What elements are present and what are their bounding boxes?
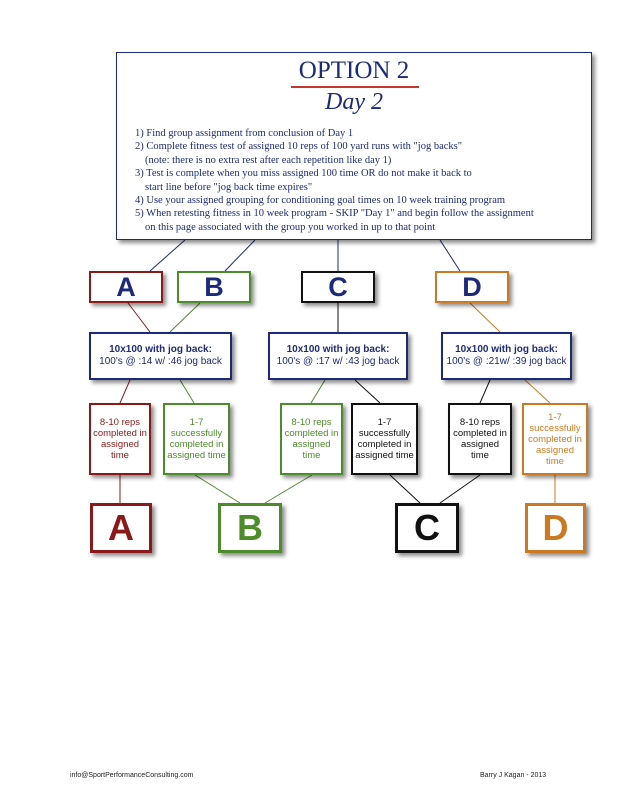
instructions-panel: [116, 52, 592, 240]
result-high-c: 8-10 reps completed in assigned time: [448, 403, 512, 475]
title-underline: [291, 86, 419, 88]
result-low-d: 1-7 successfully completed in assigned time: [522, 403, 588, 475]
instruction-line: 5) When retesting fitness in 10 week program - SKIP "Day 1" and begin follow the assignment: [135, 208, 534, 220]
outcome-b-box: [218, 503, 282, 553]
option-title: OPTION 2: [298, 57, 410, 84]
training-title: 10x100 with jog back:: [109, 344, 212, 355]
outcome-c-box: [395, 503, 459, 553]
instruction-line: 3) Test is complete when you miss assigned 100 time OR do not make it back to: [135, 168, 472, 180]
training-detail: 100's @ :21w/ :39 jog back: [446, 356, 567, 367]
day-title: Day 2: [325, 89, 383, 115]
outcome-a-label: A: [108, 507, 134, 548]
result-low-c: 1-7 successfully completed in assigned time: [351, 403, 418, 475]
instruction-line: 4) Use your assigned grouping for conditioning goal times on 10 week training program: [135, 195, 506, 207]
group-a-label: A: [116, 271, 136, 302]
instruction-line: 1) Find group assignment from conclusion of Day 1: [135, 128, 354, 139]
outcome-d-label: D: [542, 507, 569, 548]
training-box-3: [441, 332, 572, 380]
group-c-label: C: [328, 271, 348, 302]
group-b-box: [177, 271, 251, 303]
training-box-2: [268, 332, 408, 380]
instruction-line: 2) Complete fitness test of assigned 10 reps of 100 yard runs with "jog backs": [135, 141, 463, 153]
training-detail: 100's @ :17 w/ :43 jog back: [276, 356, 400, 367]
outcome-b-label: B: [237, 507, 263, 548]
instruction-list: [135, 127, 585, 234]
result-high-b: 8-10 reps completed in assigned time: [280, 403, 343, 475]
group-d-box: [435, 271, 509, 303]
instruction-line: on this page associated with the group you worked in up to that point: [145, 221, 436, 233]
group-b-label: B: [204, 271, 224, 302]
training-detail: 100's @ :14 w/ :46 jog back: [99, 356, 222, 367]
outcome-c-label: C: [414, 507, 440, 548]
training-title: 10x100 with jog back:: [455, 344, 558, 355]
instruction-line: (note: there is no extra rest after each repetition like day 1): [145, 154, 392, 166]
group-d-label: D: [462, 271, 482, 302]
footer-credit: Barry J Kagan - 2013: [480, 772, 547, 779]
outcome-a-box: [90, 503, 152, 553]
result-low-b: 1-7 successfully completed in assigned time: [163, 403, 230, 475]
result-high-a: 8-10 reps completed in assigned time: [89, 403, 151, 475]
training-box-1: [89, 332, 232, 380]
group-a-box: [89, 271, 163, 303]
outcome-d-box: [525, 503, 586, 553]
group-c-box: [301, 271, 375, 303]
instruction-line: start line before "jog back time expires": [145, 181, 313, 193]
footer-email: info@SportPerformanceConsulting.com: [70, 772, 194, 779]
training-title: 10x100 with jog back:: [286, 344, 390, 355]
